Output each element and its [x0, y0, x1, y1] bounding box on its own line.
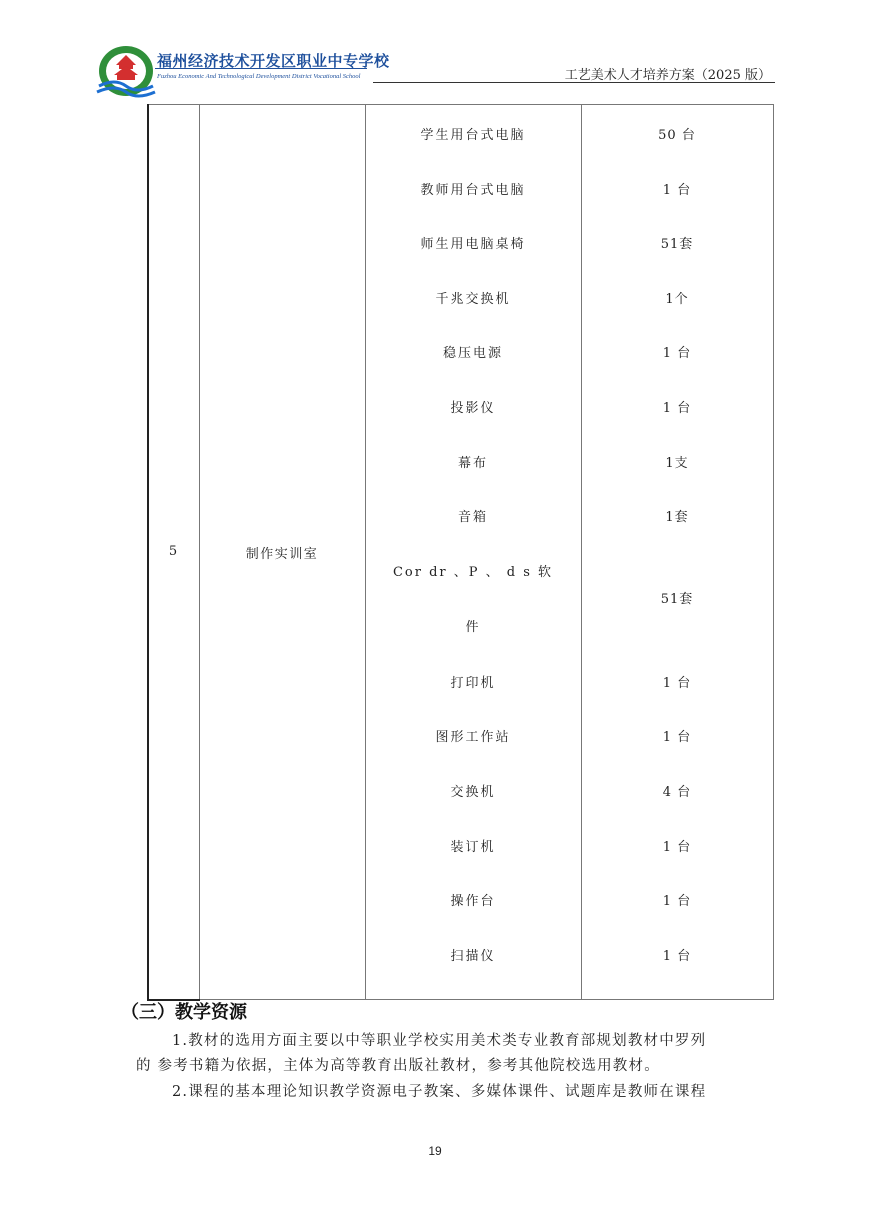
equipment-quantity-cell	[581, 105, 773, 1000]
equipment-name: 图形工作站	[435, 730, 511, 746]
school-name-en: Fuzhou Economic And Technological Development District Vocational School	[157, 73, 361, 80]
equipment-name: 学生用台式电脑	[420, 128, 526, 143]
school-pagoda-logo-icon	[95, 44, 157, 100]
equipment-quantity: 1 台	[662, 400, 692, 416]
equipment-name: 操作台	[450, 894, 496, 910]
equipment-name: 师生用电脑桌椅	[420, 237, 526, 253]
equipment-name: 扫描仪	[450, 948, 496, 964]
equipment-name: 装订机	[450, 839, 496, 855]
school-name-cn: 福州经济技术开发区职业中专学校	[157, 52, 390, 70]
equipment-quantity: 1 台	[662, 839, 692, 855]
room-name: 制作实训室	[245, 546, 319, 562]
equipment-quantity: 4 台	[662, 784, 692, 800]
section-heading: （三）教学资源	[121, 1002, 247, 1023]
equipment-name: 幕布	[457, 455, 488, 471]
equipment-quantity: 1支	[665, 455, 689, 471]
equipment-name-cell	[365, 105, 581, 1000]
equipment-quantity: 50 台	[658, 128, 696, 143]
row-number-cell	[148, 105, 199, 1000]
equipment-table	[147, 104, 774, 1001]
equipment-name: 音箱	[457, 510, 488, 526]
equipment-name: 稳压电源	[442, 346, 503, 362]
equipment-name-continued: 件	[465, 620, 481, 636]
paragraph-2-line-1: 2.课程的基本理论知识教学资源电子教案、多媒体课件、试题库是教师在课程	[172, 1084, 707, 1100]
equipment-name-multiline	[366, 561, 581, 672]
equipment-name: 教师用台式电脑	[420, 182, 526, 198]
page-number: 19	[428, 1144, 442, 1158]
equipment-quantity: 51套	[660, 237, 694, 253]
equipment-quantity: 1 台	[662, 730, 692, 746]
row-number: 5	[168, 544, 179, 560]
equipment-quantity: 1 台	[662, 675, 692, 691]
paragraph-1-line-2: 的 参考书籍为依据，主体为高等教育出版社教材，参考其他院校选用教材。	[136, 1058, 660, 1074]
school-name-divider	[155, 68, 367, 69]
equipment-quantity: 1 台	[662, 182, 692, 198]
document-title: 工艺美术人才培养方案（2025 版）	[564, 68, 771, 83]
equipment-quantity: 1 台	[662, 894, 692, 910]
equipment-quantity: 1个	[665, 291, 689, 307]
equipment-name-list	[366, 105, 581, 999]
equipment-quantity: 1 台	[662, 948, 692, 964]
room-name-cell	[199, 105, 365, 1000]
header-divider	[373, 82, 775, 83]
equipment-quantity-multiline	[582, 561, 773, 672]
table-row	[148, 105, 773, 1000]
equipment-quantity: 51套	[660, 592, 694, 608]
equipment-name: Cor dr 、P 、 d s 软	[392, 564, 554, 580]
equipment-quantity: 1套	[665, 510, 689, 526]
paragraph-1-line-1: 1.教材的选用方面主要以中等职业学校实用美术类专业教育部规划教材中罗列	[172, 1033, 707, 1049]
equipment-name: 千兆交换机	[435, 291, 511, 307]
equipment-name: 投影仪	[450, 400, 496, 416]
equipment-name: 交换机	[450, 784, 496, 800]
equipment-quantity: 1 台	[662, 346, 692, 362]
equipment-quantity-list	[582, 105, 773, 999]
page-header	[95, 40, 775, 98]
equipment-name: 打印机	[450, 675, 496, 691]
